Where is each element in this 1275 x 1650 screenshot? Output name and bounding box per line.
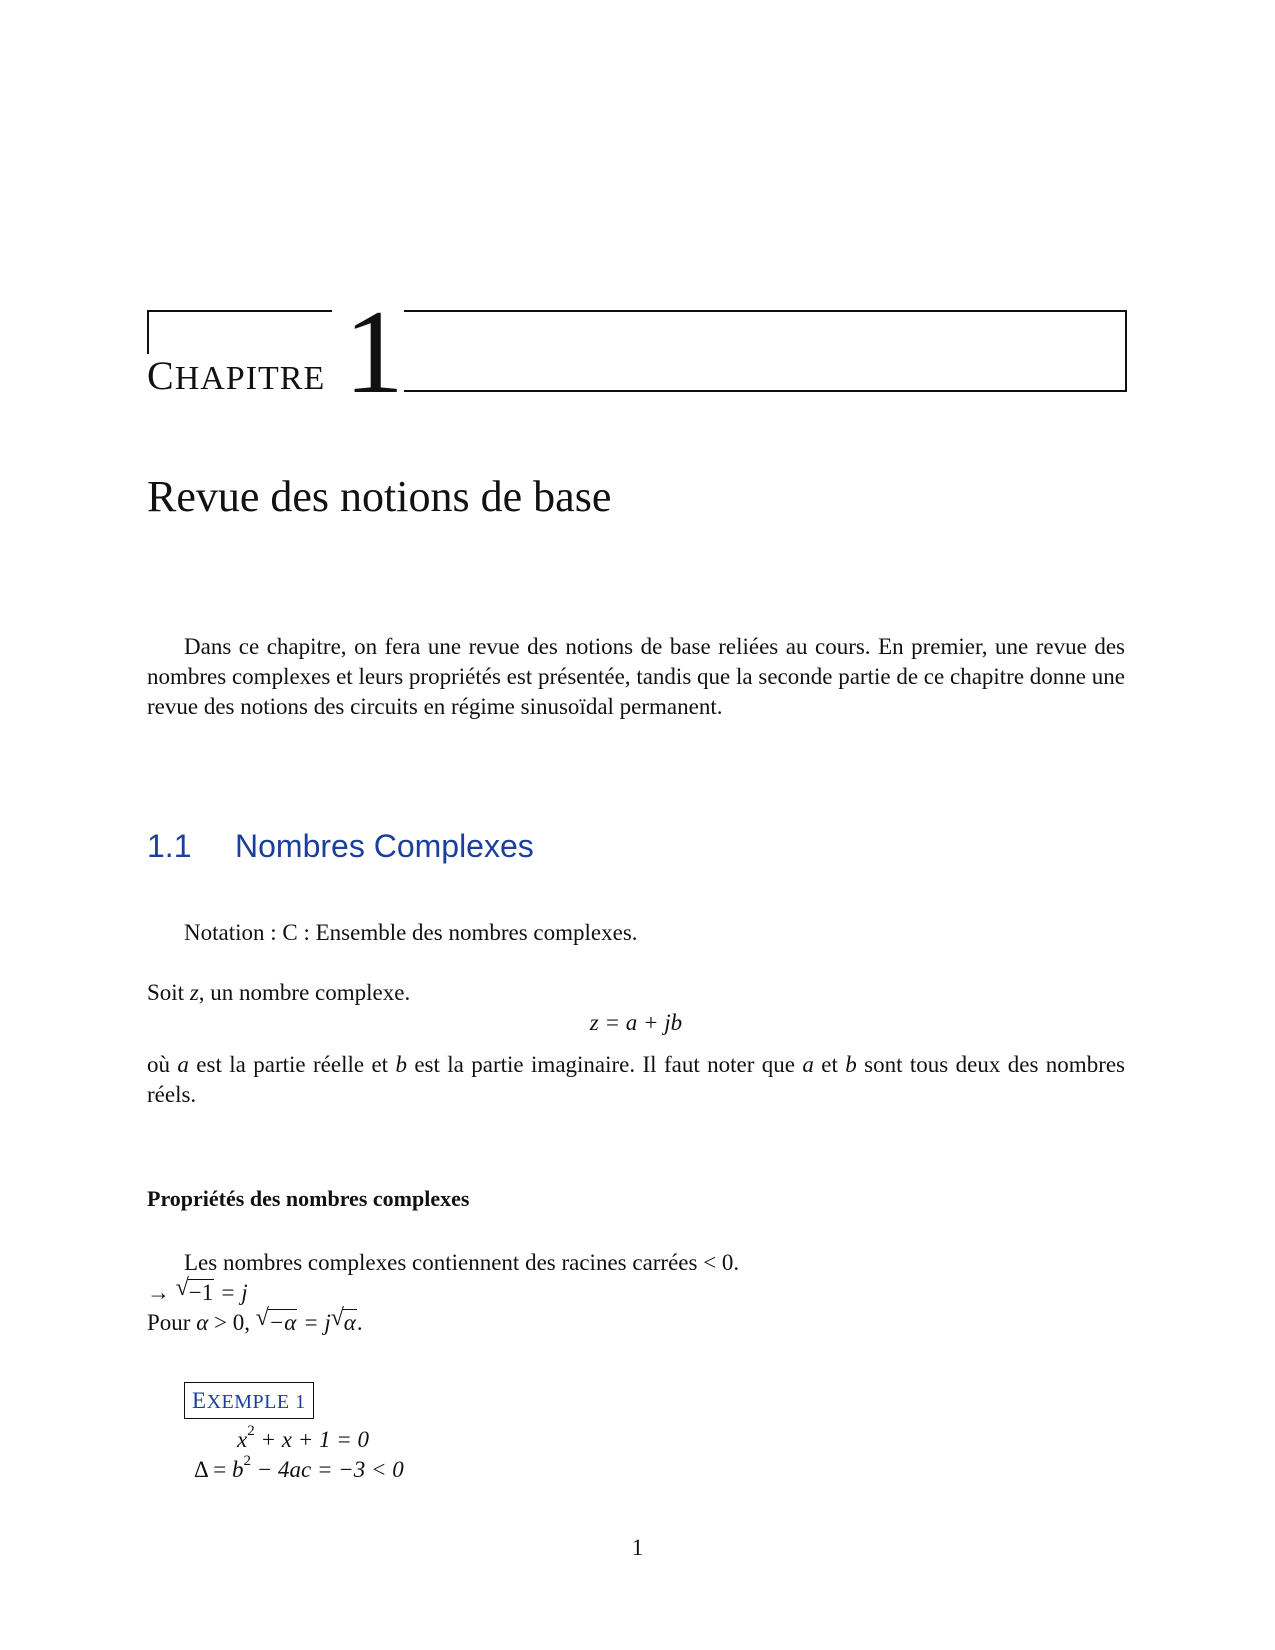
chapter-number: 1 bbox=[344, 285, 404, 418]
chapter-frame-right-bottom bbox=[404, 390, 1127, 392]
desc-a2: a bbox=[802, 1052, 814, 1077]
chapter-frame-right-side bbox=[1125, 310, 1127, 390]
eq2-b: b bbox=[232, 1457, 244, 1482]
eq2-left: Δ = bbox=[194, 1457, 232, 1482]
intro-paragraph: Dans ce chapitre, on fera une revue des notions de base reliées au cours. En premier, une revue des nombres complexes et leurs propriétés est présentée, tandis que la seconde partie de ce chapitre donne une revue des notions des circuits en régime sinusoïdal permanent. bbox=[147, 634, 1125, 719]
soit-before: Soit bbox=[147, 980, 190, 1005]
notation-paragraph: Notation : C : Ensemble des nombres complexes. bbox=[184, 920, 638, 945]
desc-t1: où bbox=[147, 1052, 178, 1077]
desc-a: a bbox=[177, 1052, 189, 1077]
example-equation-2 bbox=[194, 1455, 404, 1485]
arrow-icon: → bbox=[147, 1280, 170, 1305]
eq1-x: x bbox=[237, 1427, 248, 1452]
sqrt-neg-one: √ −1 bbox=[175, 1275, 214, 1305]
section-number: 1.1 bbox=[147, 828, 192, 864]
main-equation: z = a + jb bbox=[589, 1010, 683, 1035]
example-label bbox=[184, 1382, 314, 1419]
roots-paragraph: Les nombres complexes contiennent des racines carrées < 0. bbox=[184, 1250, 740, 1275]
desc-t3: est la partie imaginaire. Il faut noter que bbox=[406, 1052, 803, 1077]
description-paragraph bbox=[147, 1050, 1125, 1110]
desc-b: b bbox=[395, 1052, 407, 1077]
chapter-frame-left-top bbox=[147, 310, 332, 312]
desc-t4: et bbox=[813, 1052, 846, 1077]
pour-prefix: Pour bbox=[147, 1310, 197, 1335]
desc-b2: b bbox=[845, 1052, 857, 1077]
pour-radicand1: −α bbox=[268, 1310, 297, 1335]
section-title: Nombres Complexes bbox=[235, 828, 534, 864]
sqrt-result: = j bbox=[214, 1280, 248, 1305]
pour-cond: > 0, bbox=[208, 1310, 256, 1335]
example-rest: XEMPLE 1 bbox=[206, 1391, 306, 1413]
chapter-frame-right-top bbox=[404, 310, 1125, 312]
pour-alpha: α bbox=[196, 1310, 209, 1335]
sqrt-radicand: −1 bbox=[188, 1280, 214, 1305]
page-number: 1 bbox=[631, 1535, 644, 1560]
soit-line bbox=[147, 978, 410, 1008]
chapter-label-first: C bbox=[147, 353, 175, 398]
chapter-label bbox=[147, 353, 326, 398]
sqrt-line bbox=[147, 1275, 248, 1308]
example-first: E bbox=[192, 1388, 207, 1413]
soit-var: z bbox=[189, 980, 199, 1005]
soit-after: , un nombre complexe. bbox=[198, 980, 411, 1005]
chapter-label-rest: HAPITRE bbox=[174, 360, 326, 397]
desc-t5: sont tous deux des nombres réels. bbox=[147, 1052, 1126, 1107]
pour-eq: = j bbox=[297, 1310, 331, 1335]
eq1-exp: 2 bbox=[247, 1423, 255, 1440]
subsection-heading: Propriétés des nombres complexes bbox=[147, 1186, 470, 1211]
eq2-rest: − 4ac = −3 < 0 bbox=[251, 1457, 404, 1482]
eq2-exp: 2 bbox=[243, 1453, 251, 1470]
chapter-frame-left-side bbox=[147, 310, 149, 354]
eq1-rest: + x + 1 = 0 bbox=[254, 1427, 369, 1452]
sqrt-neg-alpha: √ −α bbox=[255, 1305, 297, 1335]
example-equation-1 bbox=[237, 1425, 369, 1455]
pour-end: . bbox=[356, 1310, 363, 1335]
section-heading bbox=[147, 830, 534, 862]
pour-radicand2: α bbox=[343, 1310, 356, 1335]
desc-t2: est la partie réelle et bbox=[188, 1052, 396, 1077]
pour-line bbox=[147, 1305, 363, 1338]
chapter-title: Revue des notions de base bbox=[147, 472, 612, 521]
sqrt-alpha: √ α bbox=[330, 1305, 356, 1335]
